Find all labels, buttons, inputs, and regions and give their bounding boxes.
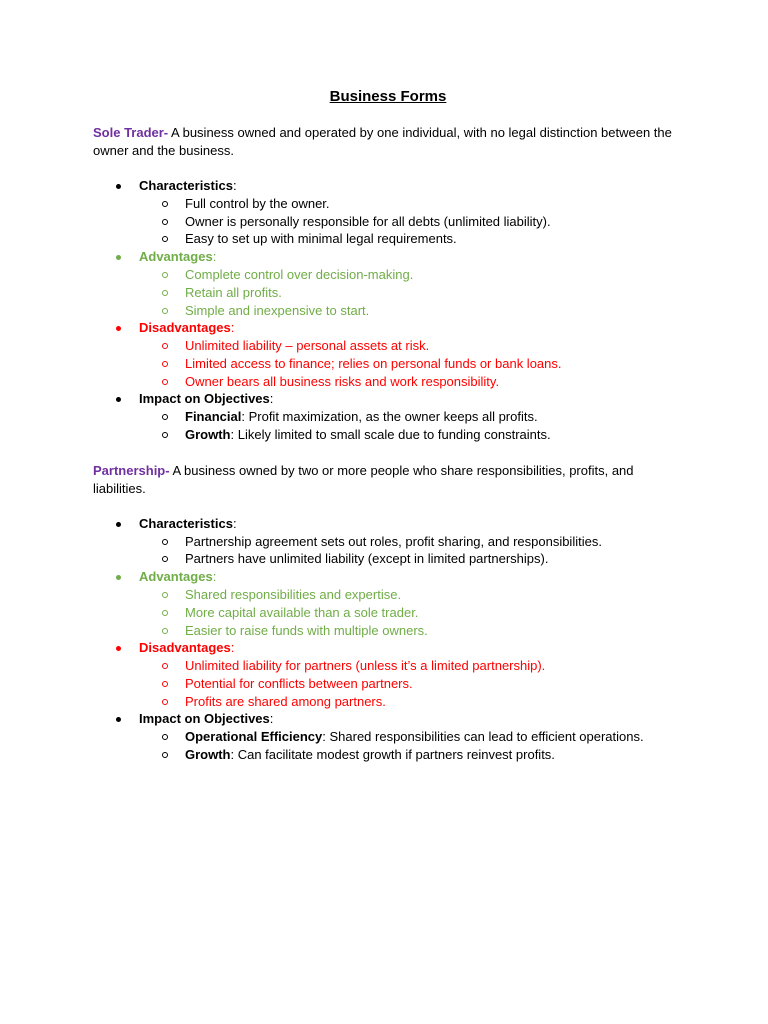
- bullet-icon: [116, 255, 121, 260]
- circle-bullet-icon: [162, 219, 168, 225]
- list-item: Easier to raise funds with multiple owners.: [139, 622, 683, 640]
- category-label: Advantages: [139, 249, 213, 265]
- circle-bullet-icon: [162, 272, 168, 278]
- category-label: Disadvantages: [139, 320, 231, 336]
- circle-bullet-icon: [162, 592, 168, 598]
- bullet-icon: [116, 326, 121, 331]
- circle-bullet-icon: [162, 752, 168, 758]
- circle-bullet-icon: [162, 628, 168, 634]
- sole-trader-impact: Impact on Objectives: Financial: Profit maximization, as the owner keeps all profits. Growth: Likely limited to small scale due to funding constraints.: [93, 390, 683, 443]
- sole-trader-intro: [93, 124, 683, 160]
- list-item: Retain all profits.: [139, 284, 683, 302]
- partnership-term: Partnership-: [93, 462, 170, 478]
- circle-bullet-icon: [162, 610, 168, 616]
- circle-bullet-icon: [162, 663, 168, 669]
- list-item: Unlimited liability for partners (unless it’s a limited partnership).: [139, 657, 683, 675]
- circle-bullet-icon: [162, 681, 168, 687]
- sole-trader-definition: A business owned and operated by one individual, with no legal distinction between the owner and the business.: [93, 125, 672, 158]
- circle-bullet-icon: [162, 432, 168, 438]
- sole-trader-advantages: Advantages: Complete control over decision-making. Retain all profits. Simple and inexpensive to start.: [93, 248, 683, 319]
- bullet-icon: [116, 397, 121, 402]
- bullet-icon: [116, 646, 121, 651]
- list-item: Growth: Likely limited to small scale due to funding constraints.: [139, 426, 683, 444]
- category-label: Impact on Objectives: [139, 711, 270, 727]
- list-item: Partnership agreement sets out roles, profit sharing, and responsibilities.: [139, 533, 683, 551]
- circle-bullet-icon: [162, 556, 168, 562]
- sole-trader-disadvantages: Disadvantages: Unlimited liability – personal assets at risk. Limited access to finance; relies on personal funds or bank loans. Owner bears all business risks and work responsibility.: [93, 319, 683, 390]
- circle-bullet-icon: [162, 379, 168, 385]
- circle-bullet-icon: [162, 290, 168, 296]
- list-item: Complete control over decision-making.: [139, 266, 683, 284]
- bullet-icon: [116, 522, 121, 527]
- category-label: Characteristics: [139, 515, 233, 531]
- list-item: Limited access to finance; relies on personal funds or bank loans.: [139, 355, 683, 373]
- sole-trader-list: [93, 177, 683, 444]
- list-item: Growth: Can facilitate modest growth if partners reinvest profits.: [139, 746, 683, 764]
- list-item: Financial: Profit maximization, as the owner keeps all profits.: [139, 408, 683, 426]
- section-spacer: [93, 444, 683, 462]
- partnership-disadvantages: Disadvantages: Unlimited liability for partners (unless it’s a limited partnership). Potential for conflicts between partners. Profits are shared among partners.: [93, 639, 683, 710]
- list-item: Potential for conflicts between partners.: [139, 675, 683, 693]
- circle-bullet-icon: [162, 361, 168, 367]
- list-item: Full control by the owner.: [139, 195, 683, 213]
- list-item: Easy to set up with minimal legal requirements.: [139, 230, 683, 248]
- category-label: Disadvantages: [139, 640, 231, 656]
- circle-bullet-icon: [162, 308, 168, 314]
- circle-bullet-icon: [162, 414, 168, 420]
- partnership-definition: A business owned by two or more people who share responsibilities, profits, and liabilities.: [93, 462, 634, 496]
- bullet-icon: [116, 575, 121, 580]
- circle-bullet-icon: [162, 734, 168, 740]
- circle-bullet-icon: [162, 539, 168, 545]
- list-item: Partners have unlimited liability (except in limited partnerships).: [139, 550, 683, 568]
- list-item: Owner bears all business risks and work responsibility.: [139, 373, 683, 391]
- bullet-icon: [116, 717, 121, 722]
- list-item: Simple and inexpensive to start.: [139, 302, 683, 320]
- list-item: Operational Efficiency: Shared responsibilities can lead to efficient operations.: [139, 728, 683, 746]
- circle-bullet-icon: [162, 236, 168, 242]
- list-item: Shared responsibilities and expertise.: [139, 586, 683, 604]
- partnership-intro: [93, 462, 683, 498]
- circle-bullet-icon: [162, 343, 168, 349]
- sole-trader-characteristics: Characteristics: Full control by the owner. Owner is personally responsible for all debts (unlimited liability). Easy to set up with minimal legal requirements.: [93, 177, 683, 248]
- partnership-impact: Impact on Objectives: Operational Efficiency: Shared responsibilities can lead to efficient operations. Growth: Can facilitate modest growth if partners reinvest profits.: [93, 710, 683, 763]
- category-label: Advantages: [139, 569, 213, 585]
- partnership-advantages: Advantages: Shared responsibilities and expertise. More capital available than a sole trader. Easier to raise funds with multiple owners.: [93, 568, 683, 639]
- circle-bullet-icon: [162, 699, 168, 705]
- category-label: Characteristics: [139, 178, 233, 193]
- bullet-icon: [116, 184, 121, 189]
- document-title: Business Forms: [329, 88, 447, 105]
- partnership-characteristics: Characteristics: Partnership agreement sets out roles, profit sharing, and responsibilities. Partners have unlimited liability (except in limited partnerships).: [93, 515, 683, 568]
- partnership-section: [93, 462, 683, 764]
- document-page: [93, 86, 683, 764]
- sole-trader-section: [93, 124, 683, 444]
- list-item: Owner is personally responsible for all debts (unlimited liability).: [139, 213, 683, 231]
- list-item: Unlimited liability – personal assets at risk.: [139, 337, 683, 355]
- list-item: More capital available than a sole trader.: [139, 604, 683, 622]
- sole-trader-term: Sole Trader-: [93, 125, 169, 140]
- circle-bullet-icon: [162, 201, 168, 207]
- partnership-list: [93, 515, 683, 764]
- list-item: Profits are shared among partners.: [139, 693, 683, 711]
- category-label: Impact on Objectives: [139, 391, 270, 407]
